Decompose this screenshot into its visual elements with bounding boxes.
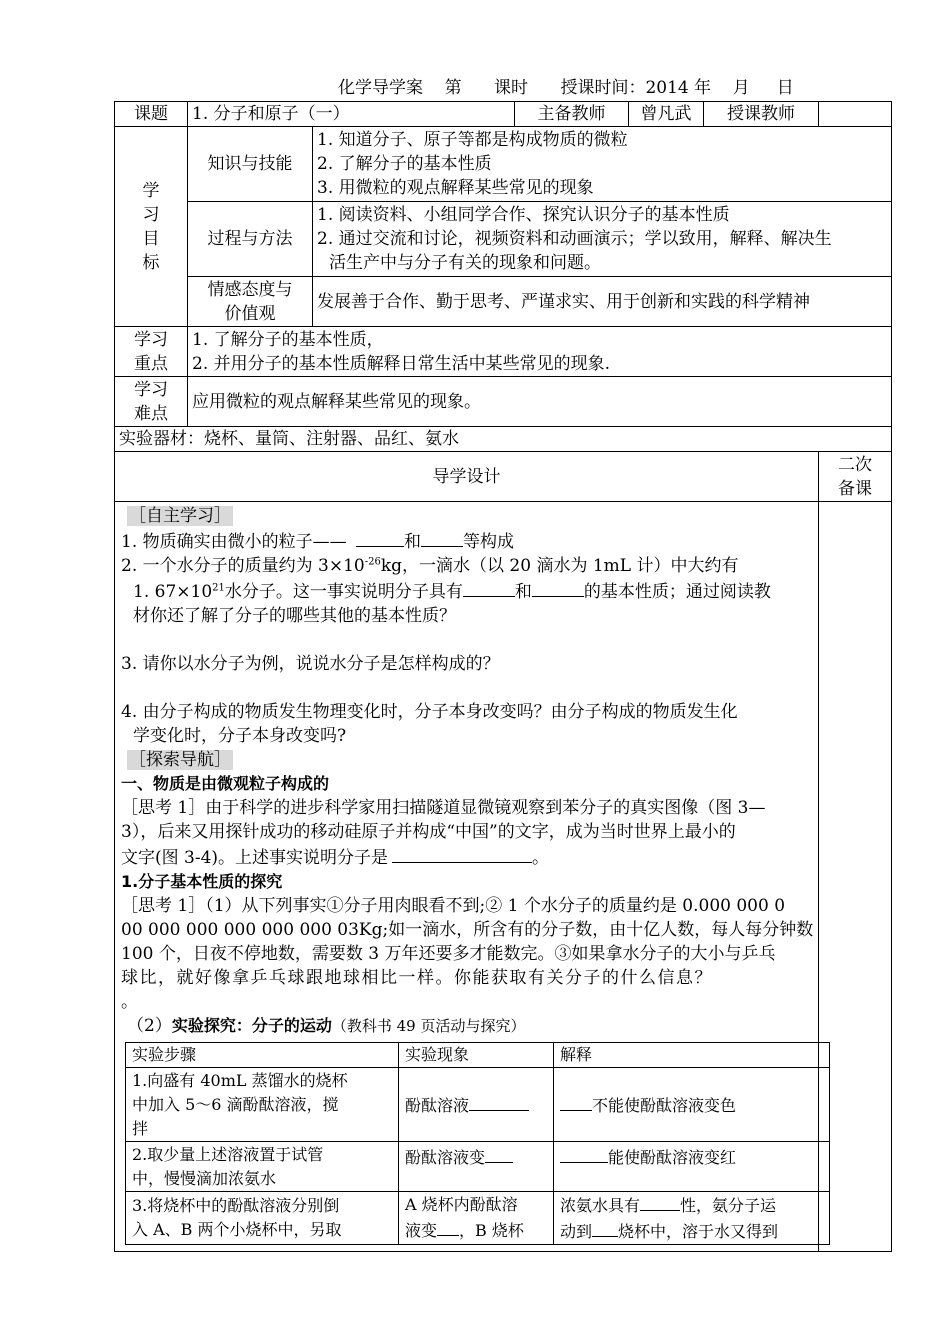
lead-teacher-label: 主备教师: [515, 102, 629, 127]
experiment-step: [126, 1192, 399, 1245]
q2-text: 和: [514, 582, 532, 602]
q2-text: 1. 67×10: [133, 582, 213, 602]
think-2-line: 球比，就好像拿乒乓球跟地球相比一样。你能获取有关分子的什么信息？: [121, 968, 713, 988]
think-1-blank[interactable]: [392, 844, 532, 863]
step-line: 3.将烧杯中的酚酞溶液分别倒: [132, 1196, 340, 1215]
question-1: [121, 528, 812, 554]
experiment-header: 实验现象: [399, 1043, 554, 1068]
experiment-explanation: [554, 1192, 830, 1245]
step-line: 1.向盛有 40mL 蒸馏水的烧杯: [132, 1070, 348, 1090]
phenomenon-text: 酚酞溶液变: [405, 1148, 486, 1167]
key-point: 2. 并用分子的基本性质解释日常生活中某些常见的现象.: [192, 353, 611, 374]
step-line: 2.取少量上述溶液置于试管: [132, 1144, 324, 1164]
phenomenon-blank[interactable]: [437, 1217, 459, 1236]
q2-exponent: 21: [212, 582, 225, 594]
topic-title: 1. 分子和原子（一）: [188, 102, 515, 127]
key-points-label: [115, 327, 188, 377]
q1-text: 1. 物质确实由微小的粒子——: [121, 532, 347, 552]
question-2-cont: [121, 578, 812, 604]
explanation-text: 能使酚酞溶液变红: [608, 1148, 737, 1167]
key-points-label-line: 学习: [134, 329, 168, 350]
experiment-explanation: [554, 1068, 830, 1142]
experiment-title-text: （教科书 49 页活动与探究）: [331, 1017, 526, 1035]
q2-text: 的基本性质；通过阅读教: [583, 582, 771, 602]
objectives-label-char: 标: [142, 252, 160, 273]
experiment-title: [121, 1014, 812, 1038]
lead-teacher-name: 曾凡武: [629, 102, 704, 127]
think-2-line: 。: [121, 992, 138, 1012]
experiment-header: 解释: [554, 1043, 830, 1068]
q1-text: 等构成: [463, 532, 515, 552]
q2-blank-2[interactable]: [532, 578, 584, 597]
objectives-label-char: 学: [142, 180, 160, 201]
q2-text: 2. 一个水分子的质量约为 3×10: [121, 556, 365, 576]
think-2-line: ［思考 1］（1）从下列事实①分子用肉眼看不到;② 1 个水分子的质量约是 0.000 000 0: [121, 896, 786, 916]
second-prep-body[interactable]: [819, 502, 892, 1252]
objectives-label-char: 目: [142, 228, 160, 249]
phenomenon-text: ，B 烧杯: [459, 1221, 524, 1240]
phenomenon-blank[interactable]: [469, 1092, 529, 1111]
design-title: 导学设计: [115, 452, 819, 502]
q1-text: 和: [404, 532, 422, 552]
question-3: 3. 请你以水分子为例，说说水分子是怎样构成的？: [121, 654, 500, 674]
explanation-text: 浓氨水具有: [560, 1196, 641, 1215]
section-1-title: 一、物质是由微观粒子构成的: [121, 774, 330, 793]
equipment-text: 实验器材：烧杯、量筒、注射器、品红、氨水: [115, 427, 892, 452]
explanation-blank[interactable]: [560, 1144, 608, 1163]
experiment-title-text: （2）: [127, 1016, 172, 1036]
process-item: 活生产中与分子有关的现象和问题。: [329, 253, 601, 273]
think-1-line: 3），后来又用探针成功的移动硅原子并构成“中国”的文字，成为当时世界上最小的: [121, 822, 736, 842]
knowledge-items: [313, 127, 892, 202]
difficulty-text: 应用微粒的观点解释某些常见的现象。: [188, 377, 892, 427]
second-prep-line: 备课: [838, 478, 872, 499]
difficulty-label: [115, 377, 188, 427]
experiment-step: [126, 1068, 399, 1142]
topic-label: 课题: [115, 102, 188, 127]
experiment-header: 实验步骤: [126, 1043, 399, 1068]
sub-1-title: 1.分子基本性质的探究: [121, 872, 283, 891]
process-item: 2. 通过交流和讨论，视频资料和动画演示；学以致用，解释、解决生: [317, 229, 832, 249]
q2-exponent: -26: [364, 556, 381, 568]
explanation-blank[interactable]: [592, 1218, 618, 1237]
difficulty-label-line: 学习: [134, 379, 168, 400]
key-point: 1. 了解分子的基本性质，: [192, 329, 384, 350]
knowledge-label: 知识与技能: [188, 127, 313, 202]
phenomenon-text: A 烧杯内酚酞溶: [405, 1195, 518, 1214]
think-2-line: 100 个，日夜不停地数，需要数 3 万年还要多才能数完。③如果拿水分子的大小与乒乓: [121, 944, 776, 964]
objectives-label-char: 习: [142, 204, 160, 225]
think-1-text: 文字(图 3-4)。上述事实说明分子是: [121, 848, 389, 868]
experiment-title-text: 实验探究：分子的运动: [171, 1016, 332, 1035]
question-4-cont: 学变化时，分子本身改变吗?: [133, 726, 347, 746]
think-1-text: 。: [532, 848, 550, 868]
q1-blank-2[interactable]: [421, 528, 463, 547]
second-prep-label: [819, 452, 892, 502]
think-1-line: ［思考 1］由于科学的进步科学家用扫描隧道显微镜观察到苯分子的真实图像（图 3—: [121, 798, 766, 818]
step-line: 中加入 5～6 滴酚酞溶液，搅: [132, 1094, 339, 1114]
key-points-items: [188, 327, 892, 377]
q2-text: kg，一滴水（以 20 滴水为 1mL 计）中大约有: [380, 556, 739, 576]
explanation-text: 性，氨分子运: [680, 1196, 777, 1215]
process-items: [313, 202, 892, 277]
step-line: 拌: [132, 1118, 149, 1138]
phenomenon-text: 液变: [405, 1221, 438, 1240]
objectives-label: [115, 127, 188, 327]
experiment-phenomenon: [399, 1192, 554, 1245]
self-study-tag: ［自主学习］: [129, 506, 231, 526]
emotion-label-line: 情感态度与: [207, 279, 293, 300]
phenomenon-blank[interactable]: [485, 1144, 513, 1163]
experiment-explanation: [554, 1142, 830, 1192]
emotion-label: [188, 277, 313, 327]
teaching-teacher-label: 授课教师: [704, 102, 819, 127]
process-item: 1. 阅读资料、小组同学合作、探究认识分子的基本性质: [317, 205, 730, 225]
knowledge-item: 2. 了解分子的基本性质: [317, 154, 492, 174]
knowledge-item: 1. 知道分子、原子等都是构成物质的微粒: [317, 130, 628, 150]
question-4: 4. 由分子构成的物质发生物理变化时，分子本身改变吗？由分子构成的物质发生化: [121, 702, 738, 722]
explore-tag: ［探索导航］: [129, 750, 231, 770]
lesson-plan-table: [114, 101, 892, 1252]
question-2-cont: 材你还了解了分子的哪些其他的基本性质？: [133, 606, 456, 626]
experiment-step: [126, 1142, 399, 1192]
q2-text: 水分子。这一事实说明分子具有: [224, 582, 463, 602]
think-2-line: 00 000 000 000 000 000 03Kg;如一滴水，所含有的分子数，由十亿人数，每人每分钟数: [121, 920, 814, 940]
difficulty-label-line: 难点: [134, 403, 168, 424]
knowledge-item: 3. 用微粒的观点解释某些常见的现象: [317, 178, 594, 198]
think-1-line: [121, 844, 812, 870]
experiment-table: [125, 1042, 830, 1245]
emotion-label-line: 价值观: [224, 303, 276, 324]
design-body: [115, 502, 819, 1252]
explanation-text: 动到: [560, 1222, 593, 1241]
explanation-blank[interactable]: [560, 1092, 592, 1111]
step-line: 中，慢慢滴加浓氨水: [132, 1168, 277, 1188]
q2-blank-1[interactable]: [463, 578, 515, 597]
teaching-teacher-name: [819, 102, 892, 127]
q1-blank-1[interactable]: [356, 528, 404, 547]
process-label: 过程与方法: [188, 202, 313, 277]
explanation-text: 不能使酚酞溶液变色: [592, 1095, 737, 1115]
step-line: 入 A、B 两个小烧杯中，另取: [132, 1220, 342, 1239]
key-points-label-line: 重点: [134, 353, 168, 374]
phenomenon-text: 酚酞溶液: [405, 1095, 470, 1115]
emotion-text: 发展善于合作、勤于思考、严谨求实、用于创新和实践的科学精神: [313, 277, 892, 327]
second-prep-line: 二次: [838, 454, 872, 475]
explanation-text: 烧杯中，溶于水又得到: [618, 1222, 779, 1241]
question-2: [121, 554, 812, 578]
page-header: 化学导学案 第 课时 授课时间：2014 年 月 日: [338, 78, 794, 98]
explanation-blank[interactable]: [640, 1192, 680, 1211]
experiment-phenomenon: [399, 1142, 554, 1192]
experiment-phenomenon: [399, 1068, 554, 1142]
